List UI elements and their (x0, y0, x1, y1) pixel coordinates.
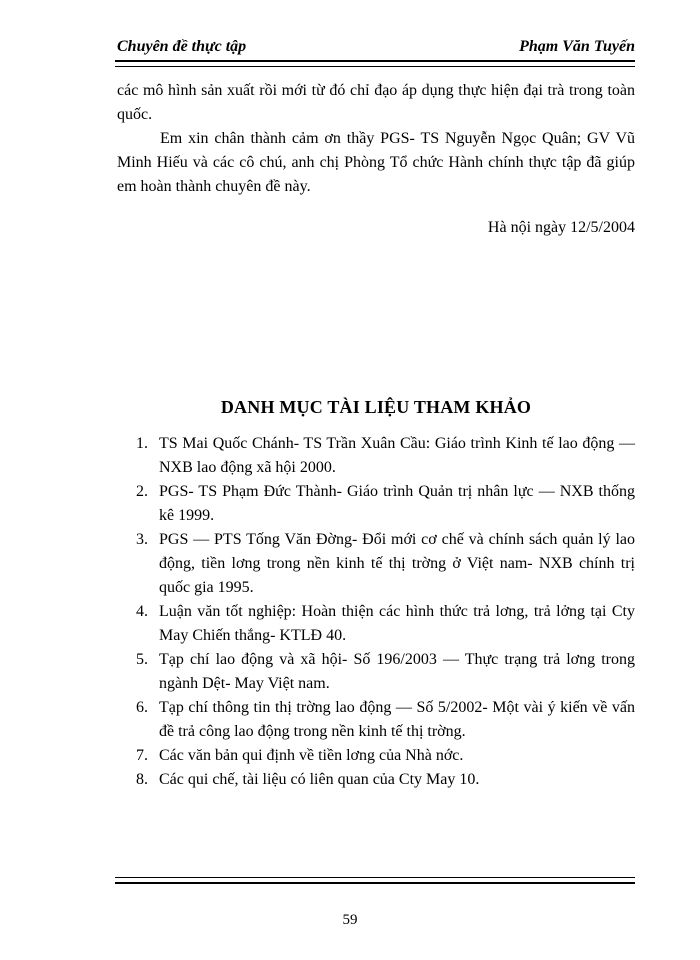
header-author: Phạm Văn Tuyến (519, 38, 635, 55)
reference-text: TS Mai Quốc Chánh- TS Trần Xuân Cầu: Giáo trình Kinh tế lao động — NXB lao động xã hội 2000. (159, 435, 635, 476)
reference-number: 1. (136, 435, 148, 452)
references-list (117, 432, 635, 792)
reference-text: Tạp chí thông tin thị trờng lao động — Số 5/2002- Một vài ý kiến về vấn đề trả công lao động trong nền kinh tế thị trờng. (159, 699, 635, 740)
reference-text: Các qui chế, tài liệu có liên quan của Cty May 10. (159, 771, 480, 788)
reference-number: 6. (136, 699, 148, 716)
reference-number: 5. (136, 651, 148, 668)
reference-number: 7. (136, 747, 148, 764)
reference-number: 3. (136, 531, 148, 548)
reference-item (117, 528, 635, 600)
reference-item (117, 432, 635, 480)
page-number: 59 (342, 912, 358, 928)
signature-date: Hà nội ngày 12/5/2004 (487, 219, 635, 236)
reference-number: 2. (136, 483, 148, 500)
footer-divider (115, 877, 635, 884)
reference-number: 8. (136, 771, 148, 788)
references-title: DANH MỤC TÀI LIỆU THAM KHẢO (220, 397, 532, 417)
reference-item (117, 768, 635, 792)
reference-item (117, 480, 635, 528)
reference-text: PGS- TS Phạm Đức Thành- Giáo trình Quản trị nhân lực — NXB thống kê 1999. (159, 483, 635, 524)
reference-number: 4. (136, 603, 148, 620)
page-header (117, 38, 635, 60)
body-paragraph-1: các mô hình sản xuất rồi mới từ đó chỉ đạo áp dụng thực hiện đại trà trong toàn quốc. (117, 82, 635, 123)
header-divider (115, 60, 635, 67)
body-paragraph-2: Em xin chân thành cảm ơn thầy PGS- TS Nguyễn Ngọc Quân; GV Vũ Minh Hiếu và các cô chú, anh chị Phòng Tổ chức Hành chính thực tập đã giúp em hoàn thành chuyên đề này. (117, 130, 635, 195)
reference-item (117, 648, 635, 696)
reference-item (117, 696, 635, 744)
reference-text: Tạp chí lao động và xã hội- Số 196/2003 — Thực trạng trả lơng trong ngành Dệt- May Việt nam. (159, 651, 635, 692)
header-title: Chuyên đề thực tập (117, 38, 247, 55)
reference-item (117, 600, 635, 648)
reference-text: Các văn bản qui định về tiền lơng của Nhà nớc. (159, 747, 464, 764)
reference-text: Luận văn tốt nghiệp: Hoàn thiện các hình thức trả lơng, trả lởng tại Cty May Chiến thắng- KTLĐ 40. (159, 603, 635, 644)
reference-item (117, 744, 635, 768)
reference-text: PGS — PTS Tống Văn Đờng- Đổi mới cơ chế và chính sách quản lý lao động, tiền lơng trong nền kinh tế thị trờng ở Việt nam- NXB chính trị quốc gia 1995. (159, 531, 635, 596)
